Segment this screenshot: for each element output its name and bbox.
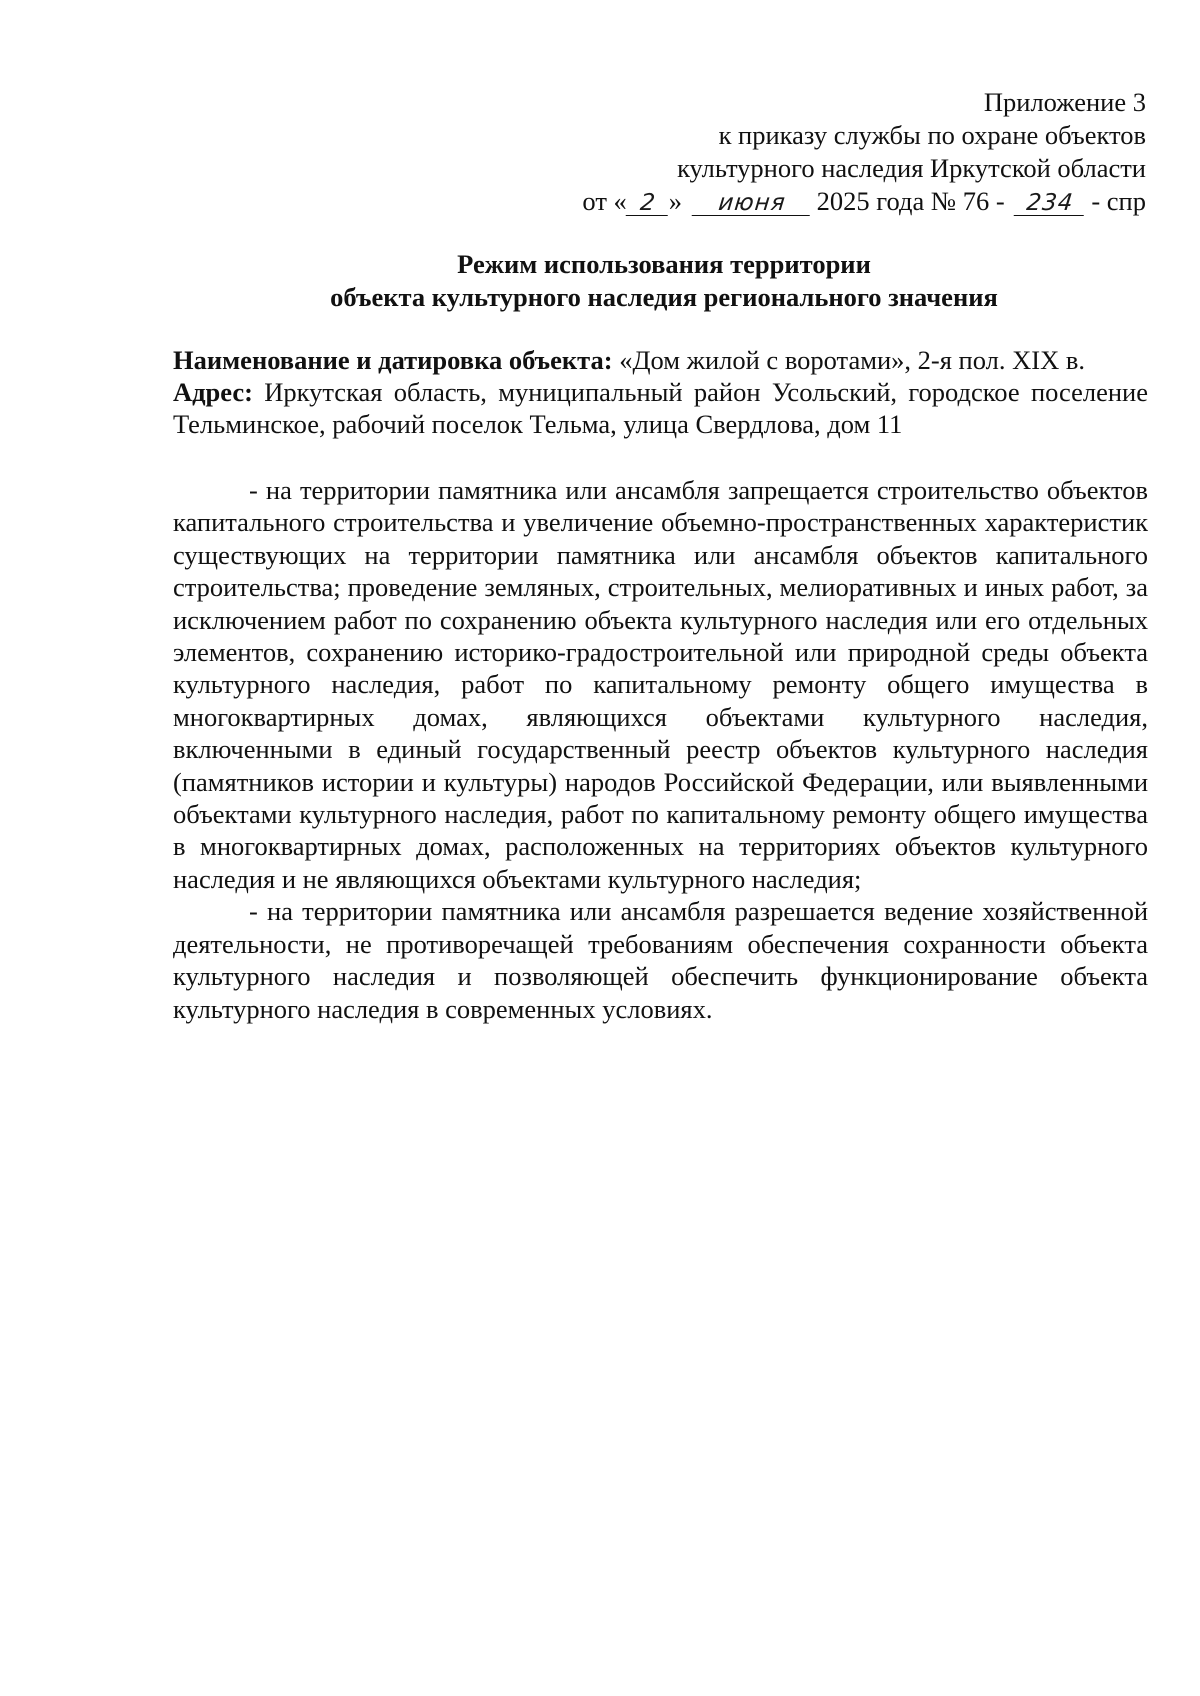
object-name-value: «Дом жилой с воротами», 2-я пол. XIX в. — [619, 345, 1085, 375]
object-address-row — [173, 376, 1148, 440]
regime-rules — [173, 474, 1148, 1025]
object-info — [173, 344, 1148, 440]
order-suffix: - спр — [1091, 186, 1146, 216]
title-line-2: объекта культурного наследия регионального значения — [330, 282, 998, 312]
handwritten-order-number: 234 — [1014, 191, 1087, 216]
date-year-text: 2025 года № 76 - — [816, 186, 1005, 216]
object-name-row — [173, 344, 1148, 376]
prohibition-paragraph: - на территории памятника или ансамбля запрещается строительство объектов капитального строительства и увеличение объемно-пространственных характеристик существующих на территории памятника или ансамбля объектов капитального строительства; проведение земляных, строительных, мелиоративных и иных работ, за исключением работ по сохранению объекта культурного наследия или его отдельных элементов, сохранению историко-градостроительной или природной среды объекта культурного наследия, работ по капитальному ремонту общего имущества в многоквартирных домах, являющихся объектами культурного наследия, включенными в единый государственный реестр объектов культурного наследия (памятников истории и культуры) народов Российской Федерации, или выявленными объектами культурного наследия, работ по капитальному ремонту общего имущества в многоквартирных домах, расположенных на территориях объектов культурного наследия и не являющихся объектами культурного наследия; — [173, 475, 1148, 894]
title-line-1: Режим использования территории — [457, 249, 871, 279]
document-title — [0, 248, 1200, 314]
date-prefix: от « — [582, 186, 627, 216]
appendix-header — [446, 86, 1146, 218]
object-address-label: Адрес: — [173, 377, 253, 407]
issuing-authority: культурного наследия Иркутской области — [677, 153, 1146, 183]
object-address-value: Иркутская область, муниципальный район Усольский, городское поселение Тельминское, рабочий поселок Тельма, улица Свердлова, дом 11 — [173, 377, 1148, 439]
handwritten-day: 2 — [625, 191, 670, 216]
order-date-line — [446, 185, 1146, 218]
appendix-number: Приложение 3 — [983, 87, 1146, 117]
date-mid: » — [668, 186, 683, 216]
object-name-label: Наименование и датировка объекта: — [173, 345, 613, 375]
order-reference: к приказу службы по охране объектов — [718, 120, 1146, 150]
handwritten-month: июня — [691, 191, 812, 216]
document-body — [173, 344, 1148, 1025]
permission-paragraph: - на территории памятника или ансамбля разрешается ведение хозяйственной деятельности, не противоречащей требованиям обеспечения сохранности объекта культурного наследия и позволяющей обеспечить функционирование объекта культурного наследия в современных условиях. — [173, 896, 1148, 1024]
